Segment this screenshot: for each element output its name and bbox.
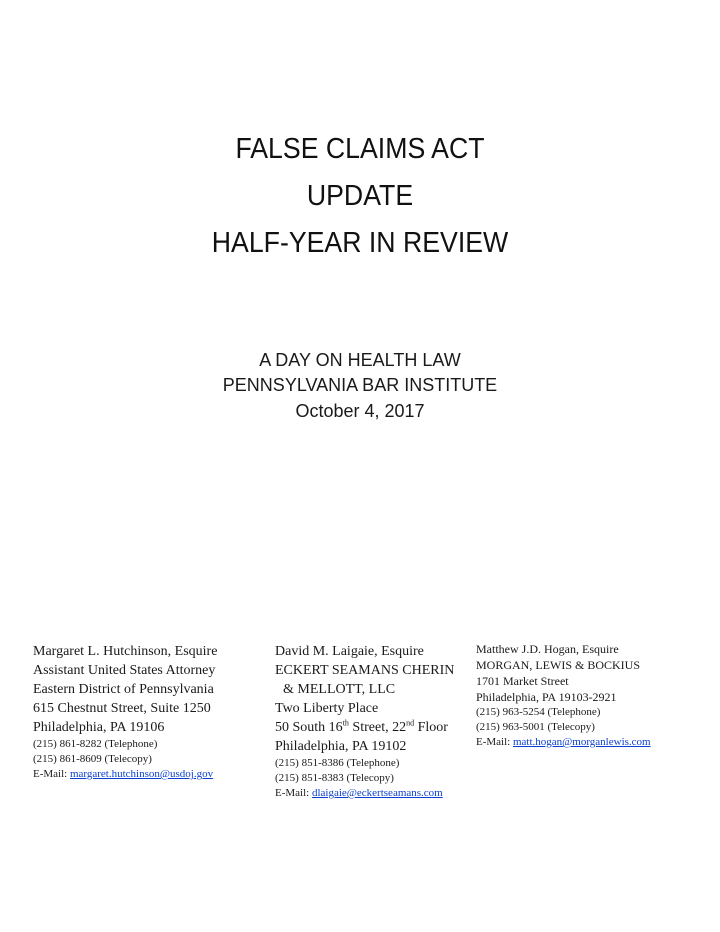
title-line-2: UPDATE bbox=[306, 180, 414, 212]
speaker-email-line bbox=[33, 767, 217, 782]
speaker-org: MORGAN, LEWIS & BOCKIUS bbox=[476, 658, 641, 672]
speaker-fax: (215) 963-5001 (Telecopy) bbox=[476, 721, 595, 733]
title-line-3: HALF-YEAR IN REVIEW bbox=[211, 227, 509, 259]
speaker-phone: (215) 861-8282 (Telephone) bbox=[33, 738, 158, 750]
speaker-city: Philadelphia, PA 19103-2921 bbox=[476, 690, 617, 704]
speaker-phone: (215) 963-5254 (Telephone) bbox=[476, 706, 601, 718]
speaker-name: David M. Laigaie, Esquire bbox=[275, 644, 424, 659]
event-date: October 4, 2017 bbox=[295, 401, 425, 421]
speaker-org: Eastern District of Pennsylvania bbox=[33, 682, 214, 697]
speaker-city: Philadelphia, PA 19106 bbox=[33, 720, 165, 735]
speaker-org-cont: & MELLOTT, LLC bbox=[283, 682, 396, 697]
speaker-org: ECKERT SEAMANS CHERIN bbox=[275, 663, 455, 678]
speaker-email-line bbox=[476, 735, 651, 750]
speaker-address: 615 Chestnut Street, Suite 1250 bbox=[33, 701, 211, 716]
speaker-phone: (215) 851-8386 (Telephone) bbox=[275, 757, 400, 769]
speaker-fax: (215) 861-8609 (Telecopy) bbox=[33, 753, 152, 765]
event-line-1: A DAY ON HEALTH LAW bbox=[259, 350, 461, 370]
speaker-laigaie bbox=[275, 642, 454, 801]
speaker-hogan bbox=[476, 641, 651, 750]
speaker-fax: (215) 851-8383 (Telecopy) bbox=[275, 772, 394, 784]
speaker-hutchinson bbox=[33, 642, 217, 782]
speaker-name: Matthew J.D. Hogan, Esquire bbox=[476, 642, 619, 656]
email-label: E-Mail: bbox=[476, 736, 511, 748]
title-line-1: FALSE CLAIMS ACT bbox=[235, 133, 485, 165]
email-link[interactable]: dlaigaie@eckertseamans.com bbox=[311, 787, 443, 799]
email-label: E-Mail: bbox=[275, 787, 310, 799]
speaker-role: Assistant United States Attorney bbox=[33, 663, 216, 678]
event-line-2: PENNSYLVANIA BAR INSTITUTE bbox=[222, 375, 498, 395]
email-link[interactable]: margaret.hutchinson@usdoj.gov bbox=[69, 768, 214, 780]
speaker-name: Margaret L. Hutchinson, Esquire bbox=[33, 644, 218, 659]
email-label: E-Mail: bbox=[33, 768, 68, 780]
speaker-address: Two Liberty Place bbox=[275, 701, 379, 716]
email-link[interactable]: matt.hogan@morganlewis.com bbox=[512, 736, 651, 748]
speaker-address-2: 50 South 16th Street, 22nd Floor bbox=[275, 718, 448, 735]
speaker-city: Philadelphia, PA 19102 bbox=[275, 739, 407, 754]
speaker-address: 1701 Market Street bbox=[476, 674, 569, 688]
speaker-email-line bbox=[275, 786, 454, 801]
